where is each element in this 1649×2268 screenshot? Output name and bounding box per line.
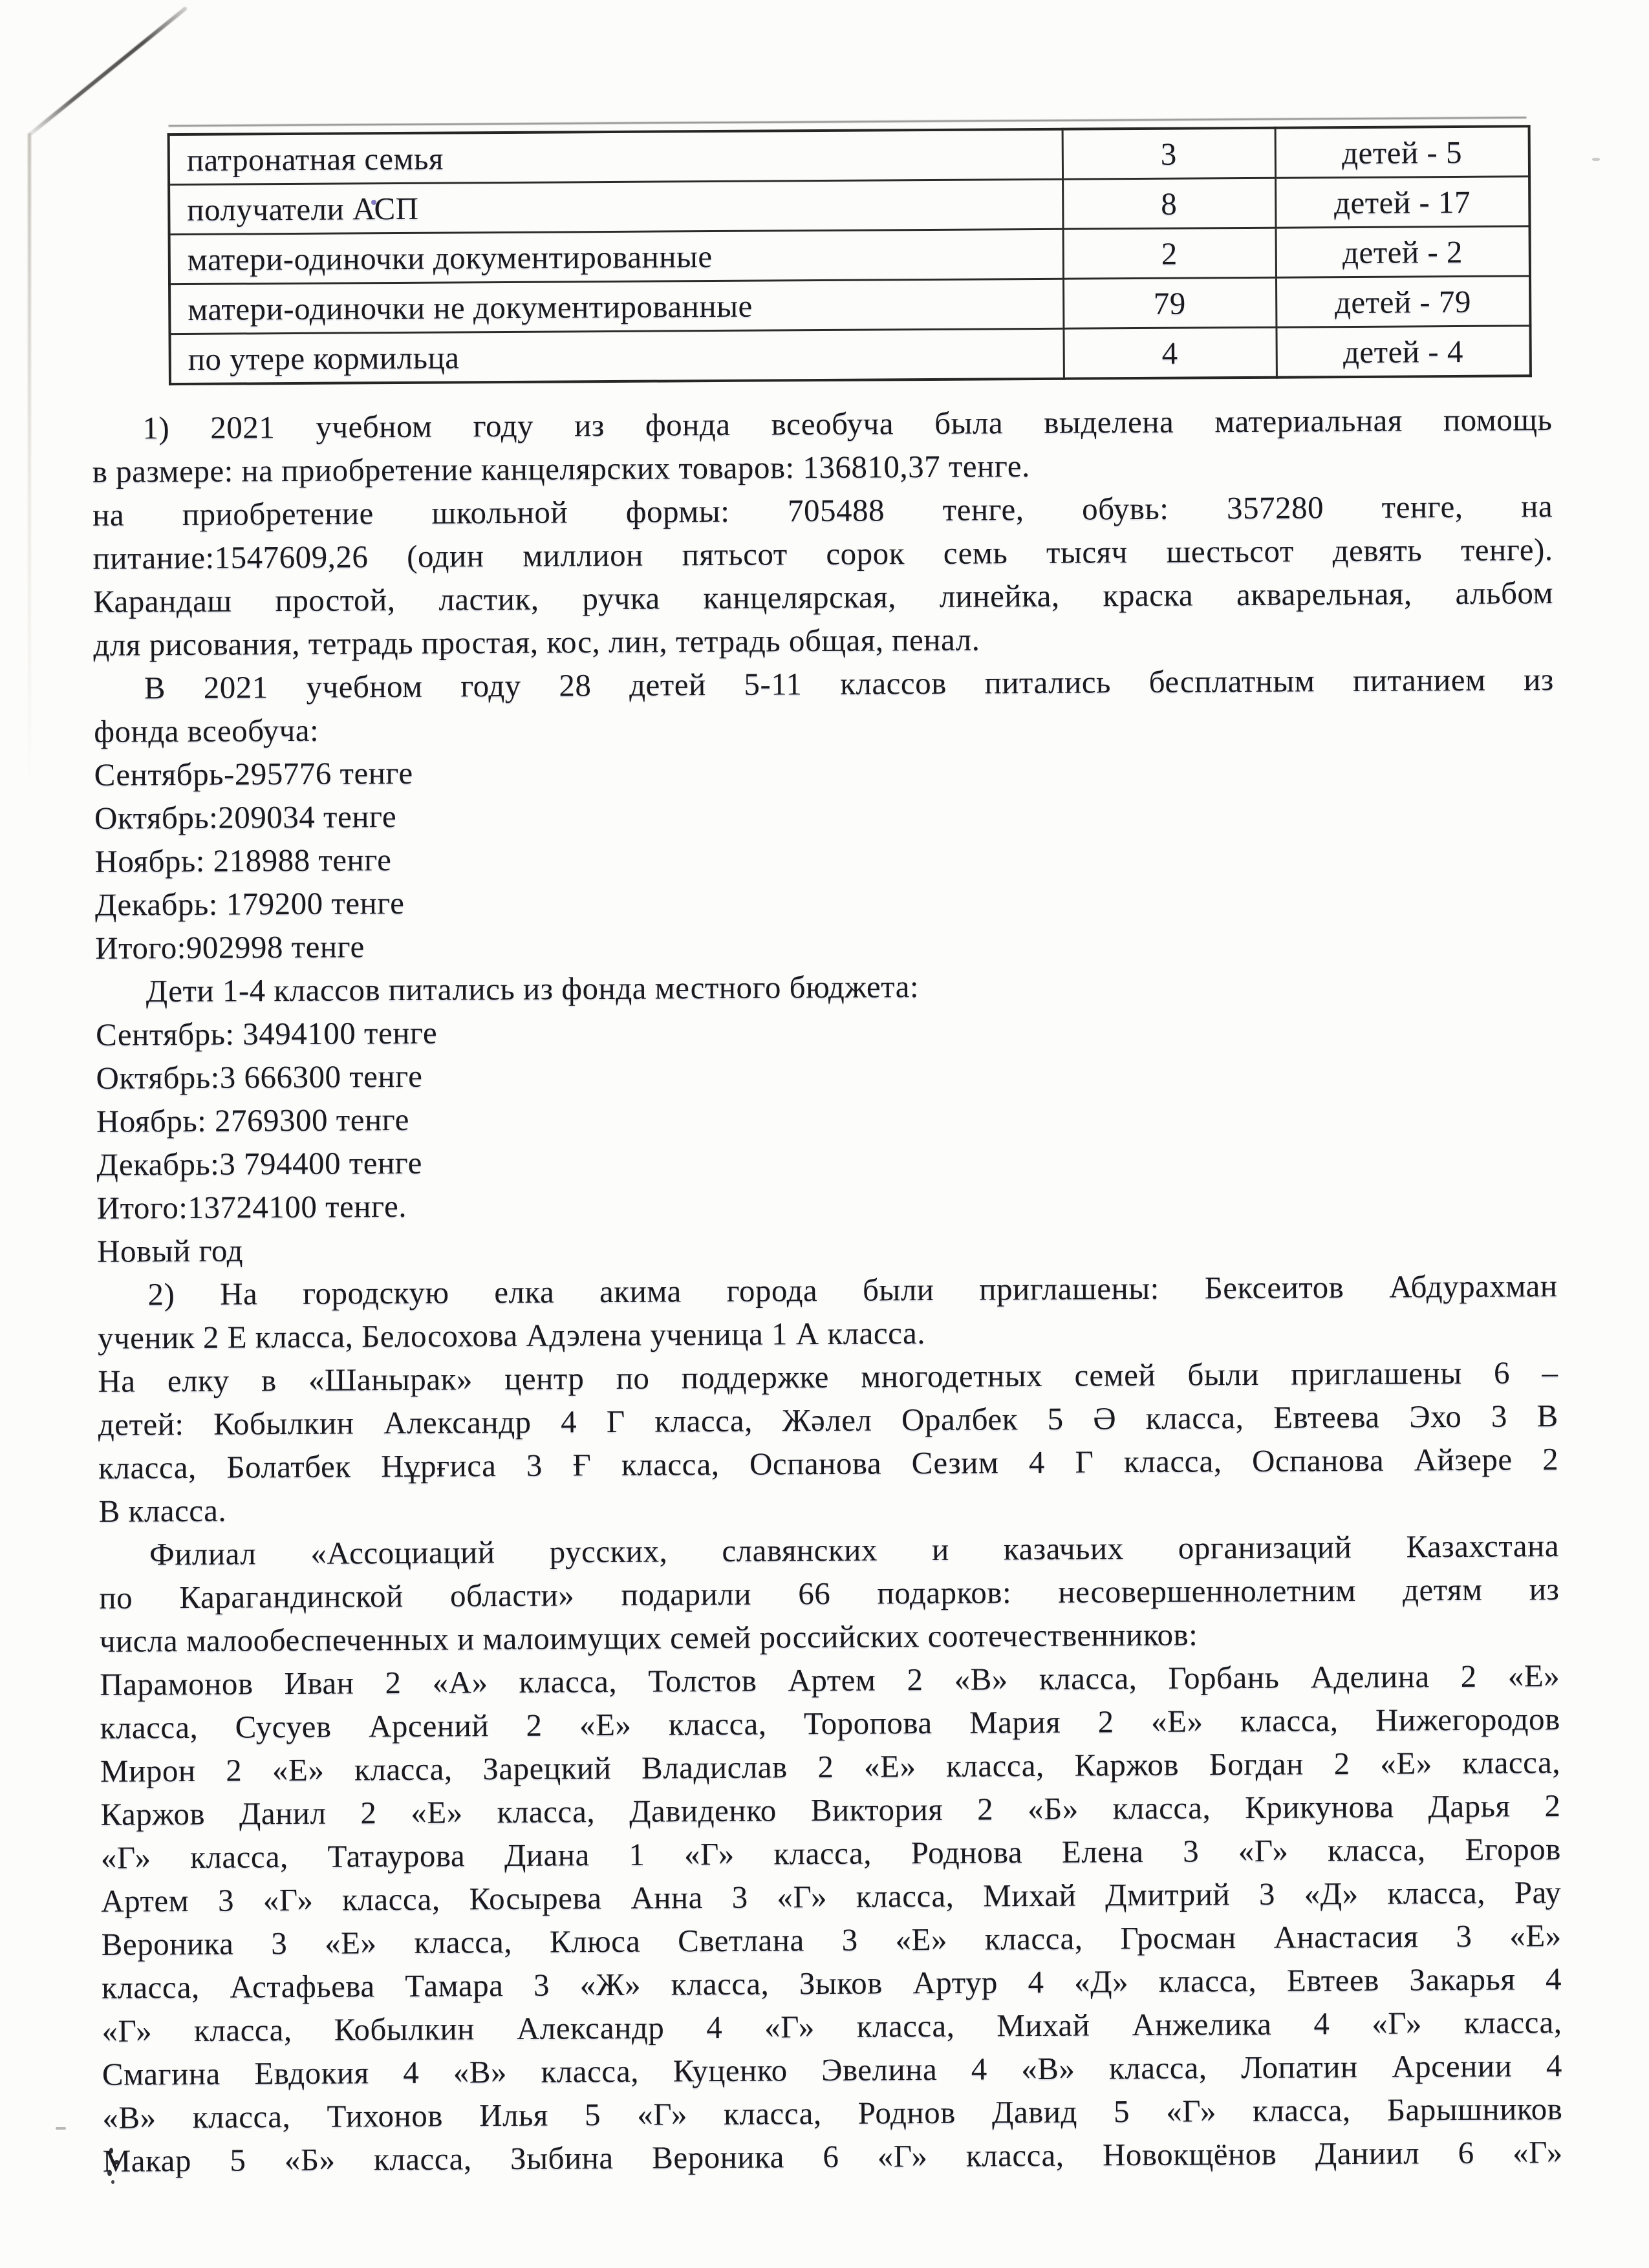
children-count-cell: детей - 79 bbox=[1276, 276, 1530, 327]
text-line: числа малообеспеченных и малоимущих семей российских соотечественников: bbox=[99, 1616, 1198, 1659]
text-line: Макар 5 «Б» класса, Зыбина Вероника 6 «Г» класса, Новокщёнов Даниил 6 «Г» bbox=[102, 2134, 1563, 2179]
category-cell: матери-одиночки не документированные bbox=[169, 279, 1063, 334]
text-line: «Г» класса, Татаурова Диана 1 «Г» класса, Роднова Елена 3 «Г» класса, Егоров bbox=[100, 1831, 1562, 1876]
text-line: Смагина Евдокия 4 «В» класса, Куценко Эвелина 4 «В» класса, Лопатин Арсении 4 bbox=[102, 2048, 1563, 2092]
text-line: класса, Болатбек Нұрғиса 3 Ғ класса, Оспанова Сезим 4 Г класса, Оспанова Айзере 2 bbox=[98, 1441, 1559, 1486]
children-count-cell: детей - 4 bbox=[1276, 326, 1530, 378]
text-line: Филиал «Ассоциаций русских, славянских и казачьих организаций Казахстана bbox=[149, 1528, 1560, 1572]
text-line: Сентябрь: 3494100 тенге bbox=[95, 1014, 438, 1053]
text-line: класса, Астафьева Тамара 3 «Ж» класса, Зыков Артур 4 «Д» класса, Евтеев Закарья 4 bbox=[101, 1961, 1562, 2006]
text-line: 1) 2021 учебном году из фонда всеобуча была выделена материальная помощь bbox=[142, 401, 1553, 446]
text-line: Вероника 3 «Е» класса, Клюса Светлана 3 «Е» класса, Гросман Анастасия 3 «Е» bbox=[101, 1918, 1562, 1962]
text-line: детей: Кобылкин Александр 4 Г класса, Жәлел Оралбек 5 Ә класса, Евтеева Эхо 3 В bbox=[98, 1398, 1558, 1442]
table-row bbox=[169, 276, 1530, 334]
text-line: в размере: на приобретение канцелярских товаров: 136810,37 тенге. bbox=[92, 448, 1030, 489]
text-line: Новый год bbox=[96, 1232, 244, 1269]
assistance-categories-table bbox=[167, 125, 1532, 385]
children-count-cell: детей - 2 bbox=[1276, 226, 1530, 277]
table-row bbox=[169, 126, 1529, 184]
category-cell: получатели АСП bbox=[169, 179, 1062, 234]
text-line: На елку в «Шанырак» центр по поддержке многодетных семей были приглашены 6 – bbox=[98, 1354, 1558, 1399]
table-row bbox=[169, 177, 1529, 235]
text-line: по Карагандинской области» подарили 66 подарков: несовершеннолетним детям из bbox=[99, 1571, 1560, 1616]
table-row bbox=[169, 226, 1530, 284]
families-count-cell: 79 bbox=[1063, 277, 1276, 328]
text-line: питание:1547609,26 (один миллион пятьсот сорок семь тысяч шестьсот девять тенге). bbox=[92, 531, 1553, 576]
text-line: для рисования, тетрадь простая, кос, лин, тетрадь общая, пенал. bbox=[93, 621, 980, 663]
text-line: Карандаш простой, ластик, ручка канцелярская, линейка, краска акварельная, альбом bbox=[92, 575, 1554, 619]
text-line: Декабрь:3 794400 тенге bbox=[96, 1144, 423, 1182]
text-line: Каржов Данил 2 «Е» класса, Давиденко Виктория 2 «Б» класса, Крикунова Дарья 2 bbox=[100, 1788, 1561, 1832]
text-line: ученик 2 Е класса, Белосохова Адэлена ученица 1 А класса. bbox=[97, 1315, 926, 1356]
text-line: В 2021 учебном году 28 детей 5-11 классов питались бесплатным питанием из bbox=[144, 661, 1554, 706]
category-cell: матери-одиночки документированные bbox=[169, 229, 1063, 284]
text-line: Ноябрь: 2769300 тенге bbox=[96, 1101, 410, 1139]
families-count-cell: 8 bbox=[1062, 178, 1275, 229]
text-line: Ноябрь: 218988 тенге bbox=[94, 842, 392, 879]
text-line: Мирон 2 «Е» класса, Зарецкий Владислав 2 «Е» класса, Каржов Богдан 2 «Е» класса, bbox=[100, 1744, 1561, 1789]
text-line: «Г» класса, Кобылкин Александр 4 «Г» класса, Михай Анжелика 4 «Г» класса, bbox=[102, 2004, 1562, 2049]
text-line: Итого:902998 тенге bbox=[95, 928, 365, 966]
children-count-cell: детей - 5 bbox=[1275, 126, 1529, 178]
category-cell: по утере кормильца bbox=[169, 328, 1063, 384]
table-top-ghost-line bbox=[169, 116, 1527, 127]
text-line: Декабрь: 179200 тенге bbox=[94, 884, 405, 923]
table-row bbox=[169, 326, 1530, 384]
report-body-text bbox=[92, 398, 1563, 2183]
category-cell: патронатная семья bbox=[169, 129, 1062, 185]
text-line: Октябрь:209034 тенге bbox=[94, 798, 397, 836]
text-line: фонда всеобуча: bbox=[94, 712, 319, 749]
text-line: 2) На городскую елка акима города были приглашены: Бексеитов Абдурахман bbox=[147, 1268, 1558, 1312]
families-count-cell: 2 bbox=[1063, 228, 1276, 279]
text-line: Октябрь:3 666300 тенге bbox=[96, 1058, 423, 1096]
text-line: на приобретение школьной формы: 705488 тенге, обувь: 357280 тенге, на bbox=[92, 488, 1553, 533]
families-count-cell: 3 bbox=[1062, 128, 1275, 180]
text-line: Итого:13724100 тенге. bbox=[96, 1188, 407, 1226]
text-line: В класса. bbox=[98, 1492, 227, 1529]
text-line: Парамонов Иван 2 «А» класса, Толстов Артем 2 «В» класса, Горбань Аделина 2 «Е» bbox=[100, 1658, 1560, 1702]
children-count-cell: детей - 17 bbox=[1275, 177, 1529, 228]
text-line: Артем 3 «Г» класса, Косырева Анна 3 «Г» класса, Михай Дмитрий 3 «Д» класса, Рау bbox=[101, 1874, 1562, 1919]
text-line: Дети 1-4 классов питались из фонда местного бюджета: bbox=[146, 968, 920, 1009]
families-count-cell: 4 bbox=[1063, 327, 1276, 379]
text-line: Сентябрь-295776 тенге bbox=[94, 754, 413, 793]
text-line: «В» класса, Тихонов Илья 5 «Г» класса, Роднов Давид 5 «Г» класса, Барышников bbox=[102, 2091, 1563, 2135]
text-line: класса, Сусуев Арсений 2 «Е» класса, Торопова Мария 2 «Е» класса, Нижегородов bbox=[100, 1701, 1560, 1746]
